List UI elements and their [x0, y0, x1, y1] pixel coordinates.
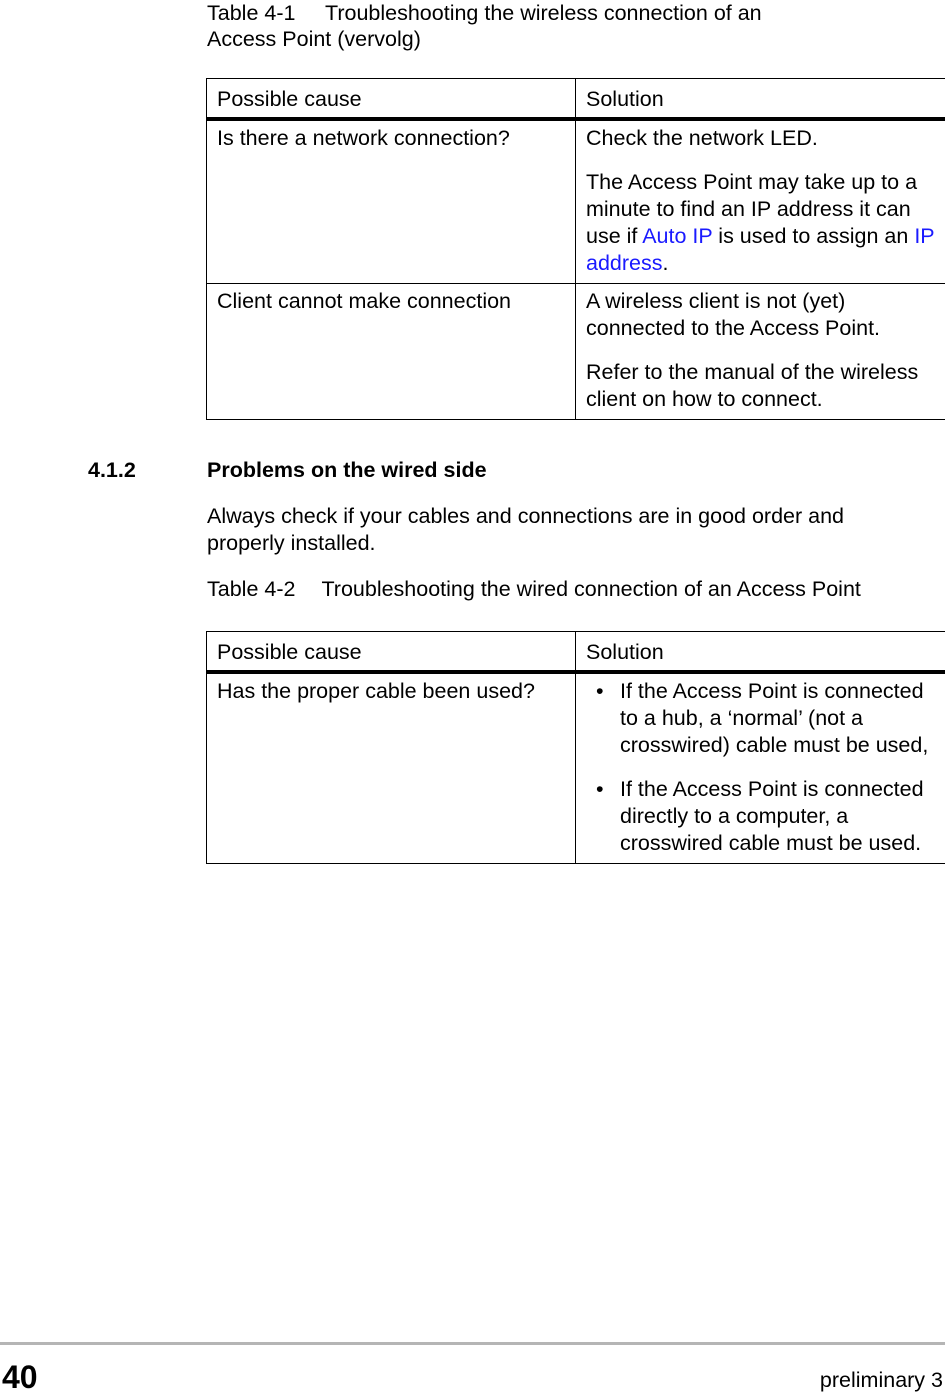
auto-ip-link[interactable]: Auto IP: [642, 224, 712, 248]
footer-divider: [0, 1342, 945, 1345]
table2-caption-number: Table 4-2: [207, 577, 295, 601]
table1-caption-number: Table 4-1: [207, 0, 325, 26]
list-item: [586, 776, 935, 857]
table1-caption-text-line1: Troubleshooting the wireless connection of an: [325, 1, 762, 25]
table2: [206, 631, 945, 864]
table1-row2-solution: [576, 284, 945, 420]
bullet-text: If the Access Point is connected to a hub, a ‘normal’ (not a crosswired) cable must be used,: [620, 679, 928, 757]
table-row: [207, 119, 945, 284]
list-item: [586, 678, 935, 759]
table2-header-solution: Solution: [576, 632, 945, 673]
table1-header-row: [207, 79, 945, 120]
bullet-icon: •: [596, 678, 604, 705]
table1-row1-solution-p2: [586, 169, 935, 277]
section-number: 4.1.2: [88, 458, 136, 483]
section-title: Problems on the wired side: [207, 458, 487, 483]
bullet-icon: •: [596, 776, 604, 803]
ip-address-link[interactable]: IP address: [586, 224, 934, 275]
table1-row1-solution: [576, 119, 945, 284]
table1-header-solution: Solution: [576, 79, 945, 120]
solution-text: The Access Point may take up to a minute to find an IP address it can use if: [586, 170, 917, 248]
table1-caption: [207, 0, 762, 52]
table2-caption-text: Troubleshooting the wired connection of an Access Point: [321, 577, 860, 601]
table2-row1-cause: Has the proper cable been used?: [207, 672, 576, 864]
table-row: [207, 284, 945, 420]
bullet-text: If the Access Point is connected directly to a computer, a crosswired cable must be used.: [620, 777, 924, 855]
table1-row2-solution-p1: A wireless client is not (yet) connected to the Access Point.: [586, 288, 935, 342]
table1-row2-solution-p2: Refer to the manual of the wireless client on how to connect.: [586, 359, 935, 413]
table2-header-cause: Possible cause: [207, 632, 576, 673]
table2-row1-solution: [576, 672, 945, 864]
table2-header-row: [207, 632, 945, 673]
table1-row1-solution-p1: Check the network LED.: [586, 125, 935, 152]
table1: [206, 78, 945, 420]
footer-note: preliminary 3: [820, 1366, 943, 1394]
section-paragraph: Always check if your cables and connections are in good order and properly installed.: [207, 503, 907, 557]
solution-bullet-list: [586, 678, 935, 857]
table1-caption-text-line2: Access Point (vervolg): [207, 27, 421, 51]
table1-row1-cause: Is there a network connection?: [207, 119, 576, 284]
table-row: [207, 672, 945, 864]
table1-header-cause: Possible cause: [207, 79, 576, 120]
page-number: 40: [2, 1359, 38, 1395]
table1-row2-cause: Client cannot make connection: [207, 284, 576, 420]
table2-caption: [207, 576, 861, 602]
solution-text: is used to assign an: [712, 224, 914, 248]
solution-text: .: [663, 251, 669, 275]
